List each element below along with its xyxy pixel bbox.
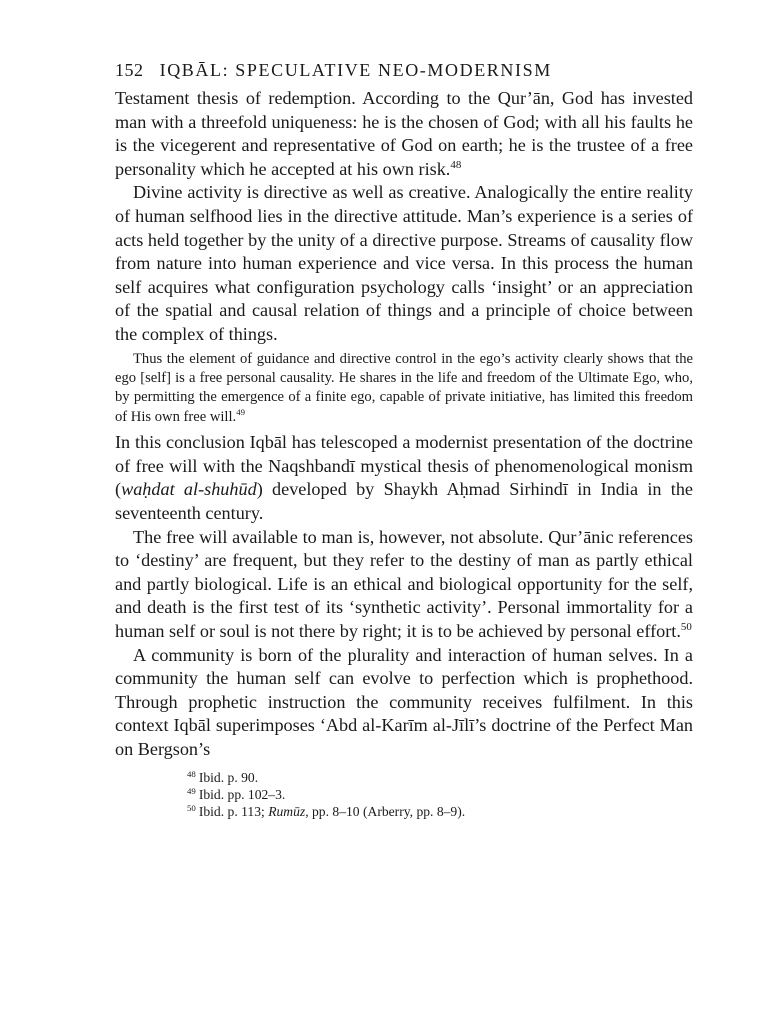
paragraph-redemption — [115, 87, 693, 181]
page-number: 152 — [115, 60, 144, 80]
paragraph-text: ) developed by Shaykh Aḥmad Sirhindī in India in the seventeenth century. — [115, 479, 694, 523]
footnote-marker: 50 — [680, 620, 692, 633]
footnote-italic-title: Rumūz — [268, 804, 306, 820]
footnote-number: 48 — [187, 768, 196, 779]
footnote-text: Ibid. p. 90. — [198, 770, 259, 786]
running-title: IQBĀL: SPECULATIVE NEO-MODERNISM — [159, 60, 552, 80]
paragraph-divine-activity — [115, 181, 693, 346]
footnote-text: Ibid. pp. 102–3. — [198, 787, 286, 803]
quote-text: Thus the element of guidance and directive control in the ego’s activity clearly shows that the ego [self] is a free personal causality. He shares in the life and freedom of the Ultimate Ego, who, by permitting the emergence of a finite ego, capable of private initiative, has limited this freedom of His own free will. — [115, 350, 693, 425]
footnote-marker: 48 — [450, 158, 462, 171]
footnote-48 — [187, 769, 693, 786]
footnote-50 — [187, 803, 693, 820]
footnote-marker: 49 — [236, 406, 245, 417]
paragraph-conclusion — [115, 431, 693, 525]
book-page — [115, 60, 693, 820]
running-header — [115, 60, 693, 81]
block-quote — [115, 350, 693, 428]
footnote-number: 49 — [187, 785, 196, 796]
paragraph-community — [115, 644, 693, 762]
italic-term: waḥdat al-shuhūd — [121, 479, 257, 500]
footnote-text: , pp. 8–10 (Arberry, pp. 8–9). — [305, 804, 466, 820]
paragraph-free-will — [115, 526, 693, 644]
paragraph-text: In this conclusion Iqbāl has telescoped a modernist presentation of the doctrine of free will with the Naqshbandī mystical thesis of phenomenological monism ( — [115, 432, 693, 500]
footnote-49 — [187, 786, 693, 803]
paragraph-text: The free will available to man is, however, not absolute. Qur’ānic references to ‘destiny’ are frequent, but they refer to the destiny of man as partly ethical and partly biological. Life is an ethical and biological opportunity for the self, and death is the first test of its ‘synthetic activity’. Personal immortality for a human self or soul is not there by right; it is to be achieved by personal effort. — [115, 526, 693, 641]
footnote-number: 50 — [187, 802, 196, 813]
paragraph-text: Divine activity is directive as well as creative. Analogically the entire reality of human selfhood lies in the directive attitude. Man’s experience is a series of acts held together by the unity of a directive purpose. Streams of causality flow from nature into human experience and vice versa. In this process the human self acquires what configuration psychology calls ‘insight’ or an appreciation of the spatial and causal relation of things and a principle of choice between the complex of things. — [115, 182, 693, 344]
footnotes — [187, 769, 693, 820]
paragraph-text: Testament thesis of redemption. According to the Qur’ān, God has invested man with a threefold uniqueness: he is the chosen of God; with all his faults he is the vicegerent and representative of God on earth; he is the trustee of a free personality which he accepted at his own risk. — [115, 88, 693, 179]
footnote-text: Ibid. p. 113; — [198, 804, 269, 820]
paragraph-text: A community is born of the plurality and interaction of human selves. In a community the human self can evolve to perfection which is prophethood. Through prophetic instruction the community receives fulfilment. In this context Iqbāl superimposes ‘Abd al-Karīm al-Jīlī’s doctrine of the Perfect Man on Bergson’s — [115, 644, 693, 759]
